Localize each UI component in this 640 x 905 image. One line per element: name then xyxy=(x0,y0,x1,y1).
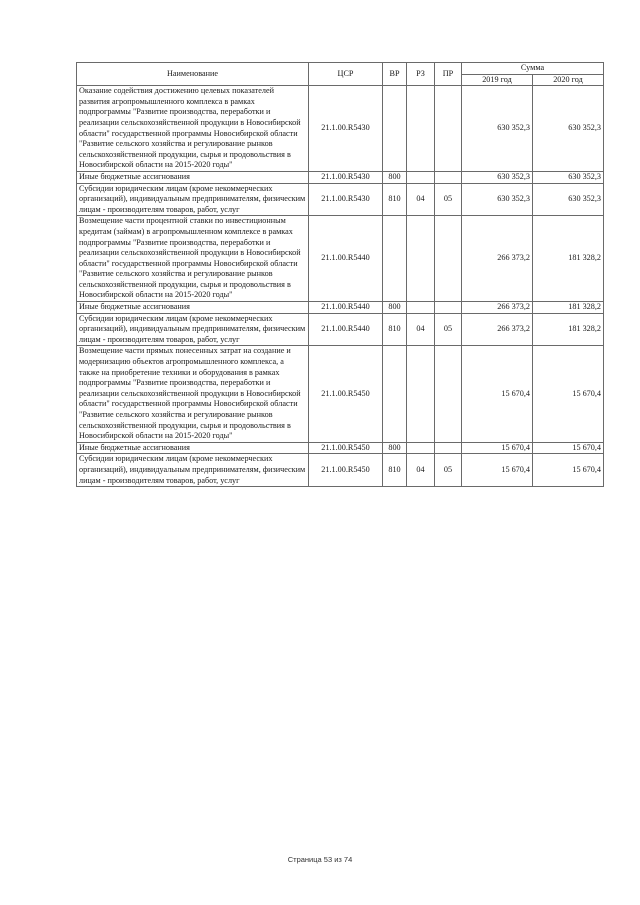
cell-vr: 800 xyxy=(383,302,407,314)
cell-name: Субсидии юридическим лицам (кроме некоммерческих организаций), индивидуальным предпринимателям, физическим лицам - производителям товаров, работ, услуг xyxy=(77,454,309,487)
column-header-name: Наименование xyxy=(77,63,309,86)
table-row xyxy=(77,454,604,487)
table-row xyxy=(77,313,604,346)
cell-sum-2019: 266 373,2 xyxy=(462,313,533,346)
cell-vr xyxy=(383,216,407,302)
cell-name: Иные бюджетные ассигнования xyxy=(77,171,309,183)
cell-rz: 04 xyxy=(407,183,435,216)
cell-pr: 05 xyxy=(435,454,462,487)
cell-csr: 21.1.00.R5440 xyxy=(309,216,383,302)
table-body xyxy=(77,86,604,487)
cell-rz xyxy=(407,442,435,454)
cell-pr xyxy=(435,171,462,183)
cell-pr xyxy=(435,302,462,314)
cell-pr xyxy=(435,86,462,172)
cell-rz xyxy=(407,171,435,183)
cell-sum-2020: 15 670,4 xyxy=(533,454,604,487)
cell-sum-2020: 181 328,2 xyxy=(533,302,604,314)
cell-sum-2019: 15 670,4 xyxy=(462,346,533,442)
cell-rz xyxy=(407,86,435,172)
budget-table xyxy=(76,62,604,487)
cell-sum-2020: 630 352,3 xyxy=(533,171,604,183)
column-header-pr: ПР xyxy=(435,63,462,86)
cell-name: Субсидии юридическим лицам (кроме некоммерческих организаций), индивидуальным предпринимателям, физическим лицам - производителям товаров, работ, услуг xyxy=(77,313,309,346)
cell-pr xyxy=(435,346,462,442)
header-row xyxy=(77,63,604,75)
cell-rz xyxy=(407,302,435,314)
cell-csr: 21.1.00.R5450 xyxy=(309,454,383,487)
cell-name: Оказание содействия достижению целевых показателей развития агропромышленного комплекса в рамках подпрограммы "Развитие производства, переработки и реализации сельскохозяйственной продукции в Новосибирской области" государственной программы Новосибирской области "Развитие сельского хозяйства и регулирование рынков сельскохозяйственной продукции, сырья и продовольствия в Новосибирской области на 2015-2020 годы" xyxy=(77,86,309,172)
cell-sum-2019: 630 352,3 xyxy=(462,171,533,183)
cell-vr: 800 xyxy=(383,171,407,183)
cell-csr: 21.1.00.R5430 xyxy=(309,86,383,172)
cell-name: Возмещение части прямых понесенных затрат на создание и модернизацию объектов агропромышленного комплекса, а также на приобретение техники и оборудования в рамках подпрограммы "Развитие производства, переработки и реализации сельскохозяйственной продукции в Новосибирской области" государственной программы Новосибирской области "Развитие сельского хозяйства и регулирование рынков сельскохозяйственной продукции, сырья и продовольствия в Новосибирской области на 2015-2020 годы" xyxy=(77,346,309,442)
column-header-2019: 2019 год xyxy=(462,74,533,86)
column-header-sum: Сумма xyxy=(462,63,604,75)
cell-sum-2020: 630 352,3 xyxy=(533,183,604,216)
cell-csr: 21.1.00.R5430 xyxy=(309,171,383,183)
cell-rz xyxy=(407,346,435,442)
cell-csr: 21.1.00.R5430 xyxy=(309,183,383,216)
cell-pr xyxy=(435,216,462,302)
cell-sum-2020: 630 352,3 xyxy=(533,86,604,172)
table-row xyxy=(77,442,604,454)
cell-name: Иные бюджетные ассигнования xyxy=(77,442,309,454)
table-row-program xyxy=(77,216,604,302)
cell-sum-2019: 266 373,2 xyxy=(462,302,533,314)
column-header-2020: 2020 год xyxy=(533,74,604,86)
column-header-rz: РЗ xyxy=(407,63,435,86)
cell-vr: 810 xyxy=(383,183,407,216)
cell-name: Иные бюджетные ассигнования xyxy=(77,302,309,314)
column-header-vr: ВР xyxy=(383,63,407,86)
table-row-program xyxy=(77,86,604,172)
cell-vr: 810 xyxy=(383,454,407,487)
cell-csr: 21.1.00.R5450 xyxy=(309,346,383,442)
table-row xyxy=(77,302,604,314)
table-row-program xyxy=(77,346,604,442)
cell-name: Субсидии юридическим лицам (кроме некоммерческих организаций), индивидуальным предпринимателям, физическим лицам - производителям товаров, работ, услуг xyxy=(77,183,309,216)
cell-pr xyxy=(435,442,462,454)
page-number: Страница 53 из 74 xyxy=(287,855,353,864)
cell-csr: 21.1.00.R5440 xyxy=(309,302,383,314)
cell-sum-2019: 630 352,3 xyxy=(462,183,533,216)
cell-sum-2019: 15 670,4 xyxy=(462,442,533,454)
cell-sum-2020: 181 328,2 xyxy=(533,313,604,346)
cell-vr xyxy=(383,86,407,172)
cell-vr xyxy=(383,346,407,442)
table-row xyxy=(77,171,604,183)
cell-sum-2019: 15 670,4 xyxy=(462,454,533,487)
cell-vr: 810 xyxy=(383,313,407,346)
cell-csr: 21.1.00.R5450 xyxy=(309,442,383,454)
table-row xyxy=(77,183,604,216)
cell-sum-2020: 181 328,2 xyxy=(533,216,604,302)
cell-sum-2020: 15 670,4 xyxy=(533,346,604,442)
cell-csr: 21.1.00.R5440 xyxy=(309,313,383,346)
cell-pr: 05 xyxy=(435,313,462,346)
cell-sum-2019: 266 373,2 xyxy=(462,216,533,302)
cell-sum-2020: 15 670,4 xyxy=(533,442,604,454)
cell-vr: 800 xyxy=(383,442,407,454)
cell-rz xyxy=(407,216,435,302)
column-header-csr: ЦСР xyxy=(309,63,383,86)
cell-sum-2019: 630 352,3 xyxy=(462,86,533,172)
cell-rz: 04 xyxy=(407,313,435,346)
cell-pr: 05 xyxy=(435,183,462,216)
cell-rz: 04 xyxy=(407,454,435,487)
cell-name: Возмещение части процентной ставки по инвестиционным кредитам (займам) в агропромышленном комплексе в рамках подпрограммы "Развитие производства, переработки и реализации сельскохозяйственной продукции в Новосибирской области" государственной программы Новосибирской области "Развитие сельского хозяйства и регулирование рынков сельскохозяйственной продукции, сырья и продовольствия в Новосибирской области на 2015-2020 годы" xyxy=(77,216,309,302)
